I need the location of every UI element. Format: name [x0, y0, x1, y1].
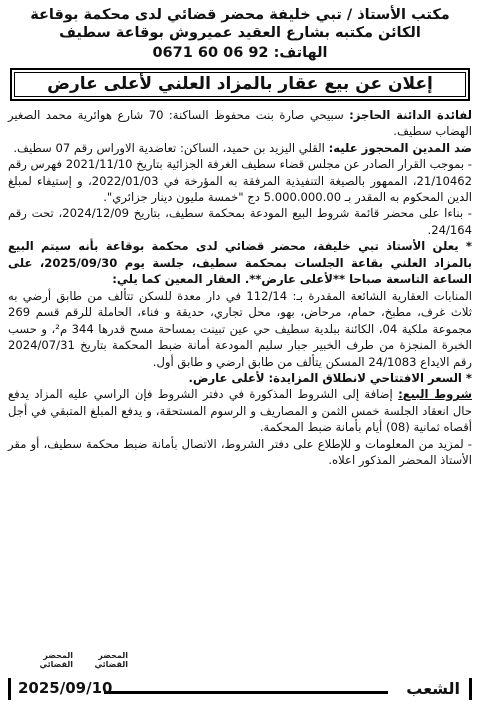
footer-left-bracket: [8, 678, 11, 700]
signature-name: المحضر القضائي: [39, 651, 73, 669]
sale-terms-label: شروط البيع:: [398, 387, 472, 402]
debtor-label: ضد المدين المحجوز عليه:: [328, 140, 472, 155]
sale-terms-text: إضافة إلى الشروط المذكورة في دفتر الشروط فإن الراسي عليه المزاد يدفع حال انعقاد الجلسة خمس الثمن و المصاريف و الرسوم المستحقة، و يدفع المبلغ المتبقي في أجل أقصاه ثمانية (08) أيام بأمانة ضبط المحكمة.: [8, 387, 472, 435]
debtor-paragraph: [8, 140, 472, 156]
phone-number: 0671 60 06 92: [152, 45, 269, 62]
basis-paragraph: - بموجب القرار الصادر عن مجلس قضاء سطيف الغرفة الجزائية بتاريخ 2021/11/10 فهرس رقم 21/10462، الممهور بالصيغة التنفيذية المرفقة به المؤرخة في 2022/01/03، و إستيفاء لمبلغ الدين المحكوم به المقدر بـ 5.000.000.00 دج "خمسة مليون دينار جزائري".: [8, 157, 472, 205]
opening-price-paragraph: * السعر الافتتاحي لانطلاق المزايدة: لأعلى عارض.: [188, 371, 472, 386]
creditor-label: لفائدة الدائنة الحاجز:: [349, 107, 472, 122]
notice-title: إعلان عن بيع عقار بالمزاد العلني لأعلى عارض: [47, 74, 433, 95]
creditor-text: سبيحي صارة بنت محفوظ الساكنة: 70 شارع هوائرية محمد الصغير الهضاب سطيف.: [8, 107, 472, 139]
bailiff-office-line: مكتب الأستاذ / تبي خليفة محضر قضائي لدى محكمة بوقاعة: [30, 7, 450, 23]
debtor-text: القلي اليزيد بن حميد، الساكن: تعاضدية الاوراس رقم 07 سطيف.: [13, 140, 325, 155]
phone-label: الهاتف:: [273, 45, 328, 62]
signature-role: المحضر القضائي: [94, 651, 128, 669]
signature-block: [18, 652, 128, 668]
notice-body: [8, 107, 472, 469]
conditions-paragraph: - بناءا على محضر قائمة شروط البيع المودعة بمحكمة سطيف، بتاريخ 2024/12/09، تحت رقم 24/164.: [8, 206, 472, 237]
newspaper-name: الشعب: [406, 679, 460, 698]
notice-title-box: [10, 68, 470, 100]
more-info-paragraph: - لمزيد من المعلومات و للإطلاع على دفتر الشروط، الاتصال بأمانة ضبط محكمة سطيف، أو مقر الأستاذ المحضر المذكور اعلاه.: [8, 436, 472, 468]
property-paragraph: المنابات العقارية الشائعة المقدرة بـ: 112/14 في دار معدة للسكن تتألف من طابق أرضي به ثلاث غرف، مطبخ، حمام، مرحاض، بهو، محل تجاري، حديقة و فناء، الحاملة للرقم قسم 269 مجموعة ملكية 04، الكائنة ببلدية سطيف حي عين تبينت بمساحة مسح قدرها 344 م²، و حسب الخبرة المنجزة من طرف الخبير جبار سليم المودعة أمانة ضبط المحكمة بتاريخ 2024/07/31 رقم الايداع 24/1083 المسكن يتألف من طابق ارضي و طابق أول.: [8, 288, 472, 369]
creditor-paragraph: [8, 107, 472, 140]
announce-paragraph: * يعلن الأستاذ تبي خليفة، محضر قضائي لدى محكمة بوقاعة بأنه سيتم البيع بالمزاد العلني بقاعة الجلسات بمحكمة سطيف، جلسة يوم 2025/09/30، على الساعة التاسعة صباحا **لأعلى عارض**. العقار المعين كما يلي:: [8, 239, 472, 287]
publication-footer: [0, 672, 480, 712]
sale-terms-paragraph: [8, 386, 472, 435]
footer-right-bracket: [469, 678, 472, 700]
phone-line: [8, 44, 472, 62]
footer-rule: [104, 691, 388, 694]
publication-date: 2025/09/10: [18, 679, 113, 697]
notice-header: [8, 6, 472, 62]
office-address-line: الكائن مكتبه بشارع العقيد عميروش بوقاعة سطيف: [59, 25, 421, 42]
